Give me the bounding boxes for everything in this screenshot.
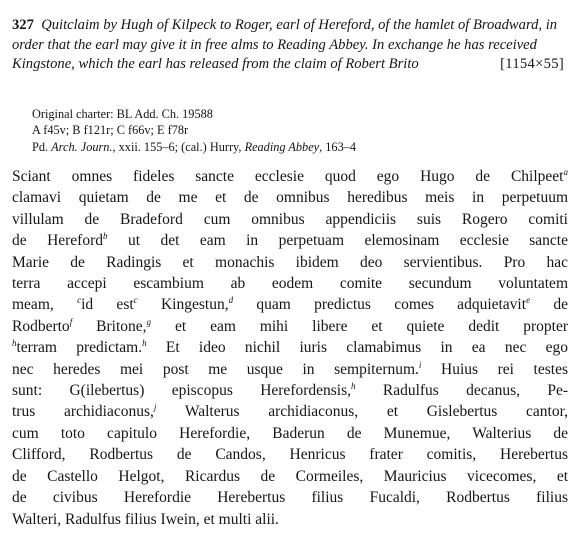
- charter-text-run: quam predictus comes adquietavit: [233, 296, 527, 314]
- charter-text-run: Marie de Radingis et monachis ibidem deo servientibus. Pro hac: [12, 253, 568, 271]
- charter-line: [12, 380, 568, 401]
- charter-text-run: Walteri, Radulfus filius Iwein, et multi alii.: [12, 510, 279, 528]
- charter-line: [12, 316, 568, 337]
- printed-journal: Arch. Journ.: [51, 139, 113, 154]
- charter-text-run: Walterus archidiaconus, et Gislebertus cantor,: [156, 403, 568, 421]
- charter-line: [12, 187, 568, 208]
- printed-end: , 163–4: [319, 139, 357, 154]
- charter-text-run: de Castello Helgot, Ricardus de Cormeiles, Mauricius vicecomes, et: [12, 467, 568, 485]
- entry-date: [1154×55]: [500, 56, 564, 73]
- footnote-marker: d: [228, 295, 234, 306]
- charter-text-run: de civibus Herefordie Herebertus filius Fucaldi, Rodbertus filius: [12, 489, 568, 507]
- charter-line: [12, 509, 568, 530]
- charter-text-run: Rodberto: [12, 317, 70, 335]
- charter-line: [12, 230, 568, 251]
- charter-line: [12, 252, 568, 273]
- charter-text-run: Et ideo nichil iuris clamabimus in ea nec ego: [146, 339, 568, 357]
- footnote-marker: a: [563, 167, 568, 177]
- charter-line: [12, 166, 568, 187]
- charter-line: [12, 401, 568, 422]
- printed-line: [32, 139, 552, 155]
- footnote-marker: g: [146, 316, 152, 327]
- original-charter-line: Original charter: BL Add. Ch. 19588: [32, 107, 213, 121]
- entry-title: Quitclaim by Hugh of Kilpeck to Roger, earl of Hereford, of the hamlet of Broadward, in order that the earl may give it in free alms to Reading Abbey. In exchange he has received Kingstone, which the earl has released from the claim of Robert Brito: [12, 17, 558, 73]
- footnote-marker: c: [77, 295, 82, 306]
- charter-line: [12, 209, 568, 230]
- footnote-marker: h: [12, 338, 17, 349]
- charter-text-run: terra accepi escambium ab eodem comite secundum voluntatem: [12, 275, 568, 293]
- footnote-marker: e: [526, 295, 531, 306]
- charter-line: [12, 487, 568, 508]
- sources-block: [32, 106, 552, 155]
- charter-text-run: nec heredes mei post me usque in sempiternum.: [12, 360, 419, 378]
- footnote-marker: f: [69, 316, 73, 327]
- charter-line: [12, 359, 568, 380]
- entry-heading: [12, 16, 568, 75]
- printed-book: Reading Abbey: [244, 139, 320, 154]
- footnote-marker: j: [153, 402, 157, 413]
- printed-mid: , xxii. 155–6; (cal.) Hurry,: [112, 139, 245, 154]
- charter-text-run: Huius rei testes: [421, 360, 568, 378]
- footnote-marker: h: [351, 381, 356, 392]
- charter-text-run: clamavi quietam de me et de omnibus heredibus meis in perpetuum: [12, 189, 568, 207]
- charter-text-run: de Hereford: [12, 232, 104, 250]
- charter-text-run: Britone,: [72, 317, 147, 335]
- printed-prefix: Pd.: [32, 139, 52, 154]
- entry-number: 327: [12, 17, 34, 33]
- charter-text-run: villulam de Bradeford cum omnibus appendiciis suis Rogero comiti: [12, 210, 568, 228]
- footnote-marker: i: [418, 359, 422, 370]
- charter-text: [12, 166, 568, 530]
- charter-text-run: meam,: [12, 296, 78, 314]
- charter-text-run: Kingestun,: [137, 296, 229, 314]
- copies-line: A f45v; B f121r; C f66v; E f78r: [32, 123, 189, 138]
- charter-text-run: sunt: G(ilebertus) episcopus Herefordensis,: [12, 382, 352, 400]
- charter-text-run: ut det eam in perpetuam elemosinam ecclesie sancte: [107, 232, 568, 250]
- charter-text-run: terram predictam.: [16, 339, 143, 357]
- charter-line: [12, 444, 568, 465]
- charter-line: [12, 273, 568, 294]
- charter-text-run: Radulfus decanus, Pe-: [355, 382, 568, 400]
- charter-text-run: Clifford, Rodbertus de Candos, Henricus frater comitis, Herebertus: [12, 446, 568, 464]
- charter-text-run: de: [530, 296, 569, 314]
- charter-line: [12, 294, 568, 315]
- charter-text-run: et eam mihi libere et quiete dedit propter: [151, 317, 569, 335]
- charter-text-run: cum toto capitulo Herefordie, Baderun de Munemue, Walterius de: [12, 424, 568, 442]
- charter-line: [12, 466, 568, 487]
- charter-line: [12, 337, 568, 358]
- footnote-marker: h: [142, 338, 147, 349]
- footnote-marker: c: [133, 295, 138, 306]
- charter-line: [12, 423, 568, 444]
- charter-text-run: Sciant omnes fideles sancte ecclesie quod ego Hugo de Chilpeet: [12, 168, 564, 185]
- footnote-marker: b: [103, 231, 108, 242]
- charter-text-run: trus archidiaconus,: [12, 403, 154, 421]
- charter-text-run: id est: [81, 296, 134, 314]
